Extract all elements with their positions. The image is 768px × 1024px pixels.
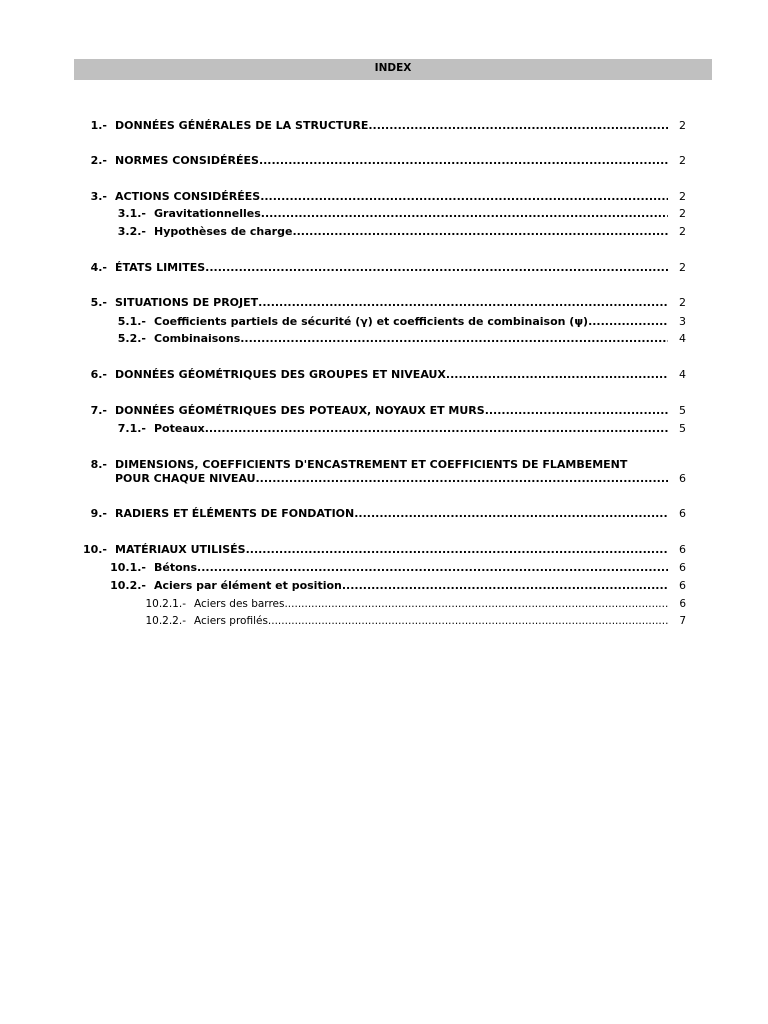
toc-page-number: 4 xyxy=(679,368,686,381)
index-title: INDEX xyxy=(74,59,712,80)
toc-page-number: 2 xyxy=(679,154,686,167)
toc-entry-10-2[interactable] xyxy=(0,579,686,593)
toc-number: 10.2.1.- xyxy=(145,598,186,610)
dot-leader xyxy=(292,225,668,239)
toc-page-number: 5 xyxy=(679,404,686,417)
toc-page-number: 2 xyxy=(679,207,686,220)
toc-page-number: 2 xyxy=(679,119,686,132)
toc-number: 5.1.- xyxy=(117,315,146,328)
toc-entry-7[interactable] xyxy=(0,404,686,418)
toc-title: DONNÉES GÉNÉRALES DE LA STRUCTURE xyxy=(115,119,369,132)
toc-number: 6.- xyxy=(90,368,107,381)
toc-title: Coefficients partiels de sécurité (γ) et coefficients de combinaison (ψ) xyxy=(154,315,589,328)
toc-entry-10[interactable] xyxy=(0,543,686,557)
dot-leader xyxy=(261,207,668,221)
toc-entry-4[interactable] xyxy=(0,261,686,275)
dot-leader xyxy=(240,332,668,346)
toc-title: MATÉRIAUX UTILISÉS xyxy=(115,543,246,556)
dot-leader xyxy=(205,261,668,275)
dot-leader xyxy=(205,422,668,436)
toc-page-number: 7 xyxy=(679,615,686,627)
dot-leader xyxy=(284,597,668,611)
toc-entry-3-1[interactable] xyxy=(0,207,686,221)
dot-leader xyxy=(446,368,668,382)
dot-leader xyxy=(588,315,668,329)
toc-title: ACTIONS CONSIDÉRÉES xyxy=(115,190,261,203)
toc-entry-10-2-1[interactable] xyxy=(0,597,686,611)
toc-page-number: 6 xyxy=(679,561,686,574)
toc-title-line-2-row xyxy=(115,472,686,486)
toc-title: Poteaux xyxy=(154,422,205,435)
toc-title: Aciers des barres xyxy=(194,598,285,610)
toc-entry-10-2-2[interactable] xyxy=(0,614,686,628)
toc-title: ÉTATS LIMITES xyxy=(115,261,206,274)
toc-number: 10.- xyxy=(82,543,107,556)
dot-leader xyxy=(485,404,668,418)
dot-leader xyxy=(354,507,668,521)
toc-number: 3.- xyxy=(90,190,107,203)
toc-title-line-1: DIMENSIONS, COEFFICIENTS D'ENCASTREMENT ET COEFFICIENTS DE FLAMBEMENT xyxy=(115,458,628,471)
toc-title: RADIERS ET ÉLÉMENTS DE FONDATION xyxy=(115,507,355,520)
toc-page-number: 6 xyxy=(679,507,686,520)
toc-title: Combinaisons xyxy=(154,332,241,345)
toc-entry-2[interactable] xyxy=(0,154,686,168)
dot-leader xyxy=(256,472,669,486)
toc-number: 2.- xyxy=(90,154,107,167)
toc-page-number: 2 xyxy=(679,225,686,238)
toc-number: 10.1.- xyxy=(110,561,146,574)
toc-number: 5.- xyxy=(90,296,107,309)
toc-entry-3-2[interactable] xyxy=(0,225,686,239)
toc-number: 7.- xyxy=(90,404,107,417)
toc-entry-7-1[interactable] xyxy=(0,422,686,436)
dot-leader xyxy=(197,561,668,575)
dot-leader xyxy=(246,543,668,557)
toc-title: Aciers par élément et position xyxy=(154,579,342,592)
toc-title: DONNÉES GÉOMÉTRIQUES DES POTEAUX, NOYAUX ET MURS xyxy=(115,404,485,417)
toc-title: Bétons xyxy=(154,561,198,574)
toc-number: 3.2.- xyxy=(117,225,146,238)
toc-page-number: 6 xyxy=(679,579,686,592)
toc-number: 7.1.- xyxy=(117,422,146,435)
toc-page-number: 6 xyxy=(679,598,686,610)
dot-leader xyxy=(368,119,668,133)
dot-leader xyxy=(259,154,668,168)
toc-title: DONNÉES GÉOMÉTRIQUES DES GROUPES ET NIVEAUX xyxy=(115,368,446,381)
toc-entry-6[interactable] xyxy=(0,368,686,382)
toc-number: 9.- xyxy=(90,507,107,520)
toc-title: Gravitationnelles xyxy=(154,207,261,220)
toc-entry-5[interactable] xyxy=(0,296,686,310)
toc-entry-5-1[interactable] xyxy=(0,315,686,329)
toc-number: 5.2.- xyxy=(117,332,146,345)
toc-title: NORMES CONSIDÉRÉES xyxy=(115,154,259,167)
dot-leader xyxy=(342,579,668,593)
toc-page-number: 6 xyxy=(679,472,686,485)
toc-number: 1.- xyxy=(90,119,107,132)
toc-entry-3[interactable] xyxy=(0,190,686,204)
toc-entry-9[interactable] xyxy=(0,507,686,521)
toc-title: Aciers profilés xyxy=(194,615,268,627)
toc-title-line-2: POUR CHAQUE NIVEAU xyxy=(115,472,256,485)
dot-leader xyxy=(260,190,668,204)
toc-number: 4.- xyxy=(90,261,107,274)
toc-page-number: 4 xyxy=(679,332,686,345)
toc-title: SITUATIONS DE PROJET xyxy=(115,296,259,309)
toc-page-number: 2 xyxy=(679,190,686,203)
toc-page-number: 3 xyxy=(679,315,686,328)
toc-page-number: 5 xyxy=(679,422,686,435)
dot-leader xyxy=(268,614,668,628)
dot-leader xyxy=(258,296,668,310)
toc-entry-10-1[interactable] xyxy=(0,561,686,575)
toc-entry-5-2[interactable] xyxy=(0,332,686,346)
toc-title: Hypothèses de charge xyxy=(154,225,293,238)
toc-number: 10.2.2.- xyxy=(145,615,186,627)
toc-number: 10.2.- xyxy=(110,579,146,592)
toc-entry-1[interactable] xyxy=(0,119,686,133)
toc-number: 8.- xyxy=(90,458,107,471)
toc-page-number: 2 xyxy=(679,261,686,274)
toc-page-number: 2 xyxy=(679,296,686,309)
toc-number: 3.1.- xyxy=(117,207,146,220)
toc-page-number: 6 xyxy=(679,543,686,556)
